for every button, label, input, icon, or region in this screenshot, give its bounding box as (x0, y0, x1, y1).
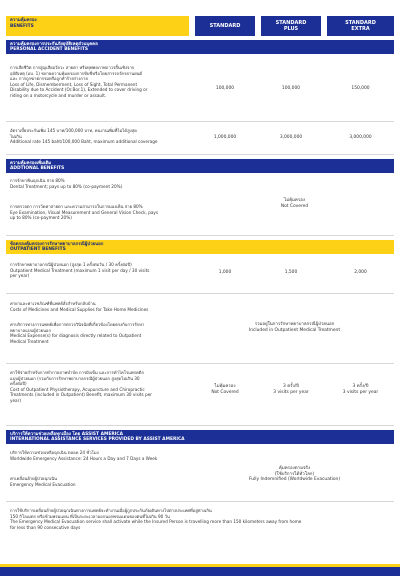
desc-line: การรักษาฟันฉุกเฉิน จ่าย 80% (10, 178, 65, 183)
plan-header-sublabel: PLUS (283, 26, 299, 32)
row-description (10, 178, 188, 189)
table-row (6, 122, 394, 155)
desc-line: The Emergency Medical Evacuation service shall activate while the Insured Person is travelling more than 150 kilometers away from home (10, 519, 302, 525)
span-line: ไม่คุ้มครอง (283, 198, 305, 203)
desc-line: ค่าเคลื่อนย้ายผู้ป่วยฉุกเฉิน (10, 476, 58, 481)
section-personal-accident (6, 40, 394, 54)
value-line: 3 ครั้ง/ปี (283, 384, 299, 389)
benefits-header-en: BENEFITS (10, 24, 34, 29)
desc-line: การเสียชีวิต การสูญเสียอวัยวะ สายตา หรือทุพพลภาพถาวรสิ้นเชิงจาก (10, 65, 135, 70)
desc-line: Loss of Life, Dismemberment, Loss of Sight, Total Permanent (10, 81, 138, 87)
desc-line: ไม่เกิน (10, 133, 22, 139)
value-standard-extra: 3,000,000 (349, 135, 372, 140)
table-row (6, 364, 394, 426)
row-description (10, 65, 188, 99)
section-title-th: ความคุ้มครองการประกันภัยอุบัติเหตุส่วนบุคคล (10, 41, 98, 47)
section-assist-america (6, 430, 394, 444)
table-row (6, 294, 394, 364)
desc-line: ค่าใช้จ่ายสำหรับการทำกายภาพบำบัด การฝังเข็ม และการทำไคโรแพรคติก (10, 370, 145, 375)
value-standard: 1,000,000 (213, 135, 237, 140)
value-standard-extra: 2,000 (354, 270, 367, 275)
section-title-th: บริการให้ความช่วยเหลือทุกเมือง โดย ASSIST AMERICA (10, 431, 123, 437)
plan-header-standard (195, 16, 255, 36)
value-line: 3 visits per year (342, 389, 379, 395)
value-standard-extra (327, 384, 394, 395)
row-description (10, 450, 188, 461)
value-standard: 1,000 (218, 270, 232, 275)
span-line: Included in Outpatient Medical Treatment (248, 327, 341, 333)
value-line: ไม่คุ้มครอง (214, 384, 236, 389)
span-line: (ใช้บริการได้ทั่วโลก) (274, 471, 315, 477)
value-line: 3 visits per year (273, 389, 309, 395)
value-standard-plus: 3,000,000 (279, 135, 303, 140)
plan-header-standard-extra (327, 16, 394, 36)
desc-line: การใช้บริการเคลื่อนย้ายผู้ป่วยฉุกเฉินทางการแพทย์จะทำงานเมื่อผู้ถูกประกันภัยเดินทางไปต่างประเทศที่อยู่ห่างเกิน (10, 508, 212, 513)
included-span (195, 322, 394, 333)
desc-line: Eye Examination, Visual Measurement and General Vision Check, pays (10, 209, 159, 215)
desc-line: for less than 90 consecutive days (10, 524, 81, 530)
desc-line: Outpatient Medical Treatment (maximum 1 visit per day / 30 visits (10, 267, 150, 273)
plan-header-label: STANDARD (275, 20, 307, 26)
value-line: 3 ครั้ง/ปี (352, 384, 369, 389)
desc-line: ค่ายาและค่าเวชภัณฑ์ที่แพทย์สั่งสำหรับกลับบ้าน (10, 301, 96, 306)
span-line: Fully Indemnified (Worldwide Evacuation) (248, 477, 341, 483)
row-description (10, 508, 390, 530)
value-standard-plus (261, 384, 321, 395)
row-description (10, 301, 188, 312)
desc-line: อุบัติเหตุ (อบ. 1) ขยายความคุ้มครองการขับขี่หรือโดยสารรถจักรยานยนต์ (10, 70, 143, 76)
benefits-header-cell (6, 16, 189, 36)
plan-header-standard-plus (261, 16, 321, 36)
desc-line: แบบผู้ป่วยนอก (รวมกับการรักษาพยาบาลกรณีผู้ป่วยนอก สูงสุดไม่เกิน 30 (10, 375, 140, 381)
desc-line: อัตราเบี้ยประกันเพิ่ม 145 บาท/100,000 บาท, คนงานเพิ่มที่ไม่ได้สูงสุด (10, 128, 138, 133)
desc-line: Worldwide Emergency Assistance: 24 Hours a Day and 7 Days a Week (10, 455, 158, 461)
section-title-th: ความคุ้มครองเพิ่มเติม (10, 160, 52, 166)
row-description (10, 322, 188, 344)
plan-header-label: STANDARD (209, 23, 241, 29)
desc-line: Disability due to Accident (Or.Bor.1), Extended to cover driving or (10, 87, 148, 93)
value-standard-plus: 100,000 (281, 86, 301, 91)
section-additional (6, 159, 394, 173)
desc-line: year) (10, 397, 21, 403)
table-header (6, 16, 394, 36)
row-description (10, 370, 188, 404)
span-line: คุ้มครองตามจริง (278, 466, 311, 471)
plan-header-sublabel: EXTRA (351, 26, 370, 32)
section-title-en: OUTPATIENT BENEFITS (10, 246, 66, 252)
row-description (10, 128, 188, 145)
value-standard-plus: 1,500 (284, 270, 298, 275)
section-title-en: INTERNATIONAL ASSISTANCE SERVICES PROVIDED BY ASSIST AMERICA (10, 436, 185, 442)
not-covered-span (195, 198, 394, 209)
value-line: Not Covered (211, 389, 239, 395)
row-description (10, 262, 188, 279)
desc-line: การรักษาพยาบาลกรณีผู้ป่วยนอก (สูงสุด 1 ครั้งต่อวัน / 30 ครั้งต่อปี) (10, 262, 132, 267)
row-description (10, 476, 188, 487)
section-title-en: PERSONAL ACCIDENT BENEFITS (10, 46, 89, 52)
desc-line: Costs of Medicines and Medical Supplies for Take Home Medicines (10, 306, 149, 312)
desc-line: per year) (10, 273, 30, 279)
desc-line: ค่าบริการทางการแพทย์เพื่อการตรวจวินิจฉัยที่เกี่ยวข้องโดยตรงกับการรักษา (10, 322, 145, 327)
span-line: Not Covered (280, 203, 309, 209)
desc-line: riding on a motorcycle and murder or assault. (10, 92, 107, 98)
desc-line: up to 80% (co-payment 20%) (10, 215, 72, 221)
footer-bar (0, 567, 400, 576)
desc-line: Medical Expense(s) for diagnosis directly related to Outpatient (10, 333, 142, 339)
desc-line: 150 กิโลเมตร หรือข้ามพรมแดน ที่เป็นระยะเวลาออกนอกพรมแดนของตนที่ไม่เกิน 90 วัน (10, 513, 170, 519)
fully-indemnified-span (195, 466, 394, 483)
plan-header-label: STANDARD (345, 20, 376, 26)
desc-line: Additional rate 145 baht/100,000 Baht, maximum additional coverage (10, 139, 158, 145)
value-standard-extra: 150,000 (351, 86, 370, 91)
desc-line: Cost of Outpatient Physiotherapy, Acupuncture and Chiropractic (10, 386, 145, 392)
desc-line: พยาบาลแบบผู้ป่วยนอก (10, 327, 51, 333)
desc-line: Treatments (included in Outpatient) Benefit, maximum 30 visits per (10, 392, 153, 398)
desc-line: การตรวจตา การวัดค่าสายตา และความสามารถในการมองเห็น จ่าย 80% (10, 204, 143, 209)
desc-line: ครั้งต่อปี) (10, 381, 27, 387)
desc-line: และ การถูกฆาตกรรมหรือถูกทำร้ายร่างกาย (10, 76, 88, 82)
desc-line: บริการให้ความช่วยเหลือฉุกเฉิน ตลอด 24 ชั่วโมง (10, 450, 99, 455)
desc-line: Medical Treatment (10, 338, 49, 344)
table-row (6, 256, 394, 294)
section-outpatient (6, 240, 394, 254)
desc-line: Dental Treatment; pays up to 80% (co-payment 20%) (10, 183, 123, 189)
value-standard: 100,000 (215, 86, 235, 91)
section-title-en: ADDTIONAL BENEFITS (10, 165, 65, 171)
desc-line: Emergency Medical Evacuation (10, 481, 76, 487)
table-row (6, 55, 394, 122)
benefits-header-th: ความคุ้มครอง (10, 18, 37, 23)
value-standard (195, 384, 255, 395)
span-line: รวมอยู่ในการรักษาพยาบาลกรณีผู้ป่วยนอก (254, 322, 335, 327)
table-row (6, 174, 394, 236)
table-row (6, 446, 394, 502)
row-description (10, 204, 188, 221)
table-row (6, 502, 394, 546)
section-title-th: ข้อตกลงคุ้มครองการรักษาพยาบาลกรณีผู้ป่วยนอก (10, 241, 104, 247)
